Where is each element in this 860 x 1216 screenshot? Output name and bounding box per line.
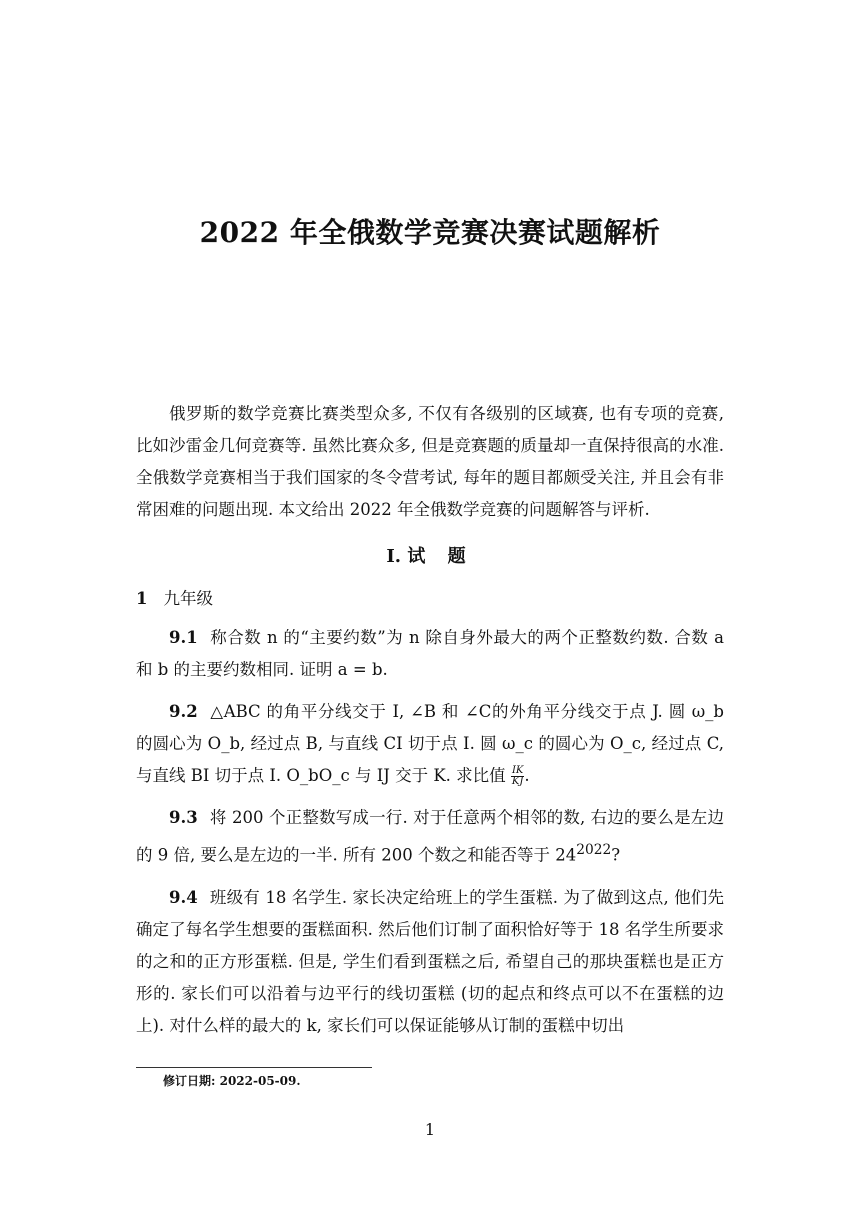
problem-9-4	[136, 882, 724, 1042]
problem-number: 9.1	[169, 628, 198, 647]
subsection-heading	[136, 586, 724, 612]
problem-text: 将 200 个正整数写成一行. 对于任意两个相邻的数, 右边的要么是左边的 9 倍, 要么是左边的一半. 所有 200 个数之和能否等于 24	[136, 808, 724, 865]
exponent: 2022	[576, 842, 612, 858]
problem-9-1	[136, 622, 724, 686]
fraction-denominator: KJ	[511, 776, 524, 787]
section-number: I.	[386, 546, 402, 567]
problem-end: ?	[611, 845, 621, 865]
problem-9-3	[136, 802, 724, 872]
page-number: 1	[424, 1120, 436, 1139]
intro-paragraph: 俄罗斯的数学竞赛比赛类型众多, 不仅有各级别的区域赛, 也有专项的竞赛, 比如沙雷金几何竞赛等. 虽然比赛众多, 但是竞赛题的质量却一直保持很高的水准. 全俄数学竞赛相当于我们国家的冬令营考试, 每年的题目都颇受关注, 并且会有非常困难的问题出现. 本文给出 2022 年全俄数学竞赛的问题解答与评析.	[136, 404, 724, 519]
main-content	[136, 398, 724, 1052]
fraction-ik-kj	[511, 766, 524, 787]
problem-end: .	[524, 766, 530, 785]
fraction-numerator: IK	[511, 765, 524, 776]
subsection-title: 九年级	[163, 589, 213, 608]
problem-number: 9.3	[169, 808, 198, 827]
paper-title: 2022 年全俄数学竞赛决赛试题解析	[199, 215, 661, 249]
problem-text: 班级有 18 名学生. 家长决定给班上的学生蛋糕. 为了做到这点, 他们先确定了每名学生想要的蛋糕面积. 然后他们订制了面积恰好等于 18 名学生所要求的之和的正方形蛋糕. 但是, 学生们看到蛋糕之后, 希望自己的那块蛋糕也是正方形的. 家长们可以沿着与边平行的线切蛋糕 (切的起点和终点可以不在蛋糕的边上). 对什么样的最大的 k, 家长们可以保证能够从订制的蛋糕中切出	[136, 887, 724, 1035]
problem-number: 9.4	[169, 887, 198, 907]
problem-text: 称合数 n 的“主要约数”为 n 除自身外最大的两个正整数约数. 合数 a 和 b 的主要约数相同. 证明 a = b.	[136, 628, 724, 679]
problem-number: 9.2	[169, 702, 198, 721]
footnote-divider	[136, 1067, 372, 1068]
section-title: 试 题	[407, 546, 474, 567]
section-heading	[136, 544, 724, 570]
problem-9-2	[136, 696, 724, 792]
footnote: 修订日期: 2022-05-09.	[163, 1074, 301, 1088]
subsection-number: 1	[136, 589, 148, 608]
problem-text: △ABC 的角平分线交于 I, ∠B 和 ∠C的外角平分线交于点 J. 圆 ω_b 的圆心为 O_b, 经过点 B, 与直线 CI 切于点 I. 圆 ω_c 的圆心为 O_c, 经过点 C, 与直线 BI 切于点 I. O_bO_c 与 IJ 交于 K. 求比值	[136, 702, 724, 785]
